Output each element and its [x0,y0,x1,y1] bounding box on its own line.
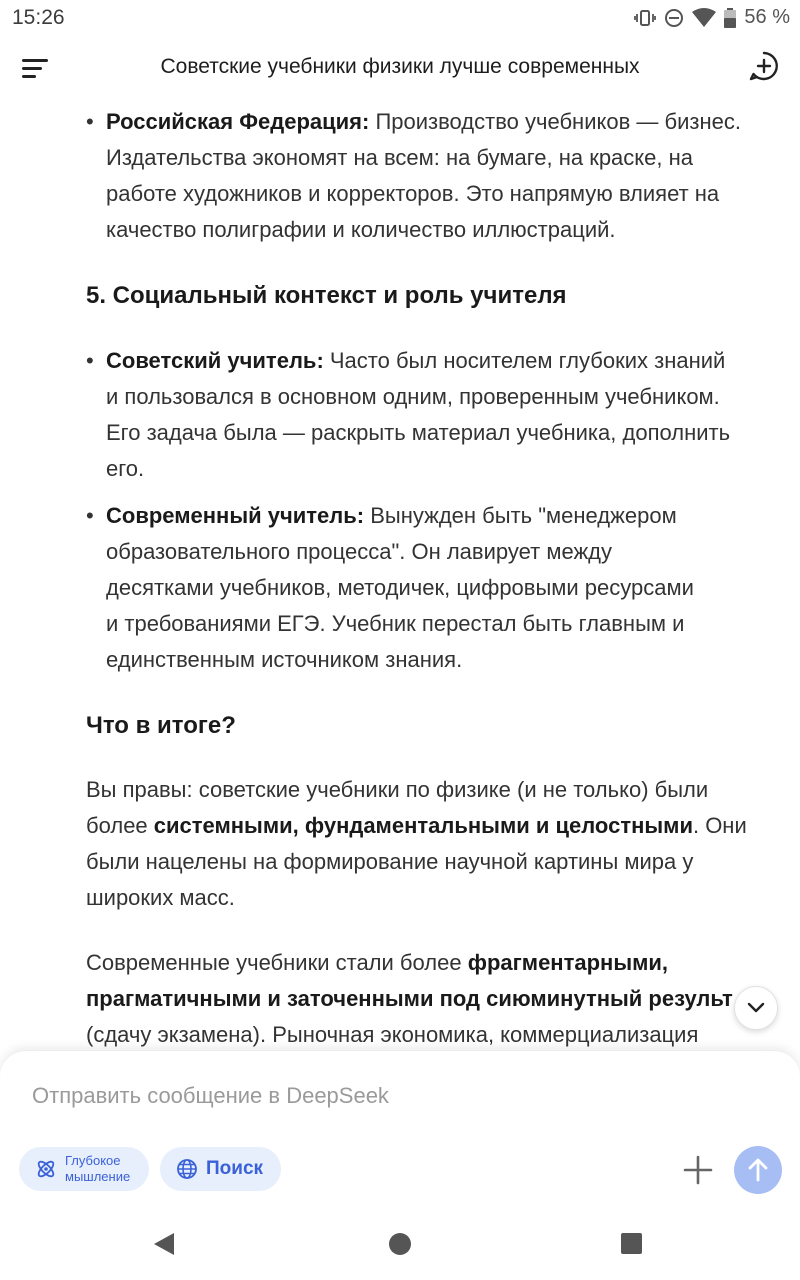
bullet-dot: • [86,109,94,134]
chevron-down-icon [747,1002,765,1014]
globe-icon [176,1158,198,1180]
bullet-dot: • [86,348,94,373]
scroll-to-bottom-button[interactable] [734,986,778,1030]
new-chat-icon[interactable] [748,50,780,82]
section-heading: 5. Социальный контекст и роль учителя [86,282,567,309]
app-header [0,38,800,98]
battery-icon [724,8,736,28]
system-nav-bar [0,1212,800,1280]
arrow-up-icon [747,1158,769,1182]
bullet-title: Российская Федерация: [106,109,370,134]
plus-icon[interactable] [680,1152,716,1188]
list-item: • Российская Федерация: Производство учебников — бизнес. Издательства экономят на всем: на бумаге, на краске, на работе художников и корректоров. Это напрямую влияет на качество полиграфии и количество иллюстраций. [86,104,776,248]
vibrate-icon [634,9,656,27]
back-icon[interactable] [152,1232,176,1256]
send-button[interactable] [734,1146,782,1194]
deep-think-toggle[interactable] [19,1147,149,1191]
status-bar [0,0,800,38]
paragraph: Современные учебники стали более фрагментарными, прагматичными и заточенными под сиюминутный результ (сдачу экзамена). Рыночная экономика, коммерциализация [86,950,733,1047]
list-item: • Современный учитель: Вынужден быть "менеджером образовательного процесса". Он лавирует между десятками учебников, методичек, цифровыми ресурсами и требованиями ЕГЭ. Учебник перестал быть главным и единственным источником знания. [86,498,776,678]
search-label: Поиск [206,1158,264,1179]
status-icons [634,6,790,29]
deep-think-label: Глубокое мышление [65,1153,131,1184]
status-time: 15:26 [12,6,65,29]
wifi-icon [692,8,716,28]
atom-icon [35,1158,57,1180]
home-icon[interactable] [389,1233,411,1255]
bullet-title: Советский учитель: [106,348,324,373]
message-composer [0,1050,800,1212]
paragraph: Вы правы: советские учебники по физике (и не только) были более системными, фундаментальными и целостными. Они были нацелены на формирование научной картины мира у широких масс. [86,777,747,910]
chat-content [0,98,800,1050]
list-item: • Советский учитель: Часто был носителем глубоких знаний и пользовался в основном одним, проверенным учебником. Его задача была — раскрыть материал учебника, дополнить его. [86,343,776,487]
bullet-title: Современный учитель: [106,503,365,528]
chat-title: Советские учебники физики лучше современных [160,55,640,78]
summary-heading: Что в итоге? [86,712,236,739]
message-input[interactable]: Отправить сообщение в DeepSeek [32,1083,389,1108]
do-not-disturb-icon [664,8,684,28]
bullet-dot: • [86,503,94,528]
search-toggle[interactable] [160,1147,281,1191]
battery-percent: 56 % [744,6,790,28]
recents-icon[interactable] [621,1233,642,1254]
